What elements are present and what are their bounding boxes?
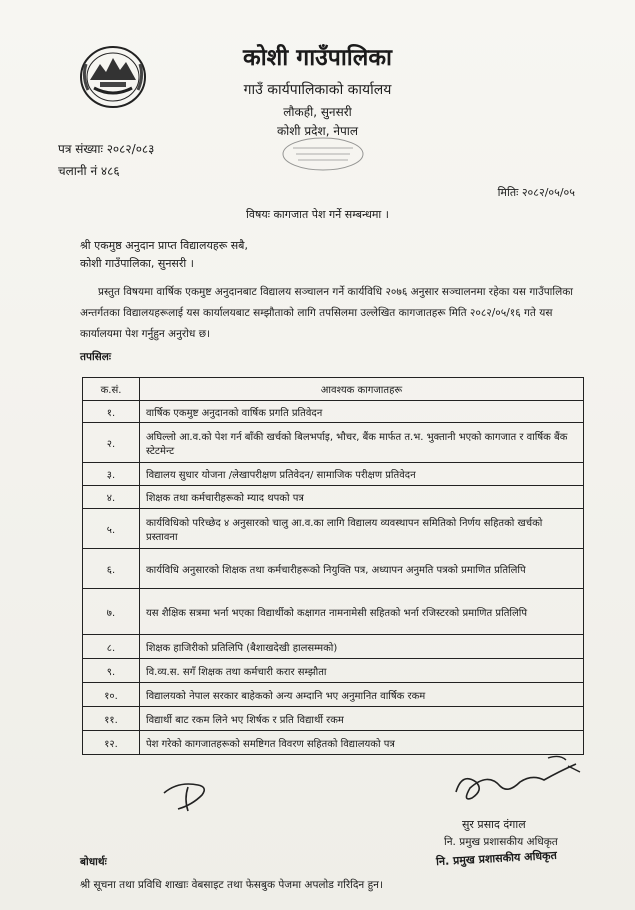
serial-cell: २.: [83, 423, 140, 463]
table-row: [83, 509, 584, 549]
signer-title: नि. प्रमुख प्रशासकीय अधिकृत: [444, 836, 558, 848]
table-row: [83, 486, 584, 509]
office-stamp-icon: [268, 134, 378, 174]
document-cell: यस शैक्षिक सत्रमा भर्ना भएका विद्यार्थीको कक्षागत नामनामेसी सहितको भर्ना रजिस्टरको प्रमाणित प्रतिलिपि: [140, 589, 584, 635]
table-row: [83, 401, 584, 423]
document-cell: कार्यविधि अनुसारको शिक्षक तथा कर्मचारीहरूको नियुक्ति पत्र, अध्यापन अनुमति पत्रको प्रमाणित प्रतिलिपि: [140, 549, 584, 589]
signer-stamp: नि. प्रमुख प्रशासकीय अधिकृत: [435, 848, 558, 869]
serial-cell: १०.: [83, 683, 140, 707]
office-subtitle: गाउँ कार्यपालिकाको कार्यालय: [243, 82, 392, 98]
table-row: [83, 731, 584, 755]
document-cell: वार्षिक एकमुष्ट अनुदानको वार्षिक प्रगति प्रतिवेदन: [140, 401, 584, 423]
table-row: [83, 707, 584, 731]
document-cell: अघिल्लो आ.व.को पेश गर्न बाँकी खर्चको बिलभर्पाइ, भौचर, बैंक मार्फत त.भ. भुक्तानी भएको कागजात र वार्षिक बैंक स्टेटमेन्ट: [140, 423, 584, 463]
cc-label: बोधार्थः: [80, 856, 107, 868]
address-line-1: लौकही, सुनसरी: [283, 105, 352, 119]
documents-table: [82, 377, 584, 755]
addressee-line-1: श्री एकमुष्ठ अनुदान प्राप्त विद्यालयहरू सबै,: [80, 239, 248, 252]
subject-line: विषयः कागजात पेश गर्ने सम्बन्धमा ।: [246, 208, 389, 221]
serial-cell: ८.: [83, 635, 140, 659]
table-row: [83, 589, 584, 635]
initial-signature-icon: [158, 775, 218, 815]
document-cell: वि.व्य.स. सगँ शिक्षक तथा कर्मचारी करार सम्झौता: [140, 659, 584, 683]
document-cell: शिक्षक तथा कर्मचारीहरूको म्याद थपको पत्र: [140, 486, 584, 509]
table-row: [83, 463, 584, 486]
table-header-row: [83, 378, 584, 401]
table-row: [83, 659, 584, 683]
body-paragraph: प्रस्तुत विषयमा वार्षिक एकमुष्ट अनुदानबाट विद्यालय सञ्चालन गर्ने कार्यविधि २०७६ अनुसार सञ्चालनमा रहेका यस गाउँपालिका अन्तर्गतका विद्यालयहरूलाई यस कार्यालयबाट सम्झौताको लागि तपसिलमा उल्लेखित कागजातहरू मिति २०८२/०५/१६ गते यस कार्यालयमा पेश गर्नुहुन अनुरोध छ।: [80, 286, 574, 340]
office-name: कोशी गाउँपालिका: [243, 44, 392, 71]
address-line-2: कोशी प्रदेश, नेपाल: [276, 124, 359, 138]
table-row: [83, 549, 584, 589]
document-cell: शिक्षक हाजिरीको प्रतिलिपि (बैशाखदेखी हालसम्मको): [140, 635, 584, 659]
serial-cell: ३.: [83, 463, 140, 486]
cc-line: श्री सूचना तथा प्रविधि शाखाः वेबसाइट तथा फेसबुक पेजमा अपलोड गरिदिन हुन।: [80, 879, 383, 891]
document-cell: पेश गरेको कागजातहरूको समष्टिगत विवरण सहितको विद्यालयको पत्र: [140, 731, 584, 755]
dispatch-number: चलानी नं ४८६: [58, 164, 120, 178]
serial-cell: ४.: [83, 486, 140, 509]
letter-number: पत्र संख्याः २०८२/०८३: [58, 142, 155, 156]
document-cell: विद्यालय सुधार योजना /लेखापरीक्षण प्रतिवेदन/ सामाजिक परीक्षण प्रतिवेदन: [140, 463, 584, 486]
serial-cell: १.: [83, 401, 140, 423]
document-cell: विद्यार्थी बाट रकम लिने भए शिर्षक र प्रति विद्यार्थी रकम: [140, 707, 584, 731]
addressee-line-2: कोशी गाउँपालिका, सुनसरी ।: [80, 257, 194, 270]
serial-cell: ५.: [83, 509, 140, 549]
documents-header: आवश्यक कागजातहरू: [140, 378, 584, 401]
letter-date: मितिः २०८२/०५/०५: [497, 186, 575, 199]
details-label: तपसिलः: [80, 351, 112, 363]
table-row: [83, 423, 584, 463]
serial-cell: ६.: [83, 549, 140, 589]
serial-cell: ७.: [83, 589, 140, 635]
signer-name: सुर प्रसाद दंगाल: [462, 818, 526, 831]
serial-cell: १२.: [83, 731, 140, 755]
table-row: [83, 635, 584, 659]
serial-header: क.सं.: [83, 378, 140, 401]
serial-cell: ९.: [83, 659, 140, 683]
table-row: [83, 683, 584, 707]
serial-cell: ११.: [83, 707, 140, 731]
document-cell: कार्यविधिको परिच्छेद ४ अनुसारको चालु आ.व.का लागि विद्यालय व्यवस्थापन समितिको निर्णय सहितको खर्चको प्रस्तावना: [140, 509, 584, 549]
document-cell: विद्यालयको नेपाल सरकार बाहेकको अन्य अम्दानि भए अनुमानित वार्षिक रकम: [140, 683, 584, 707]
officer-signature-icon: [448, 752, 588, 812]
